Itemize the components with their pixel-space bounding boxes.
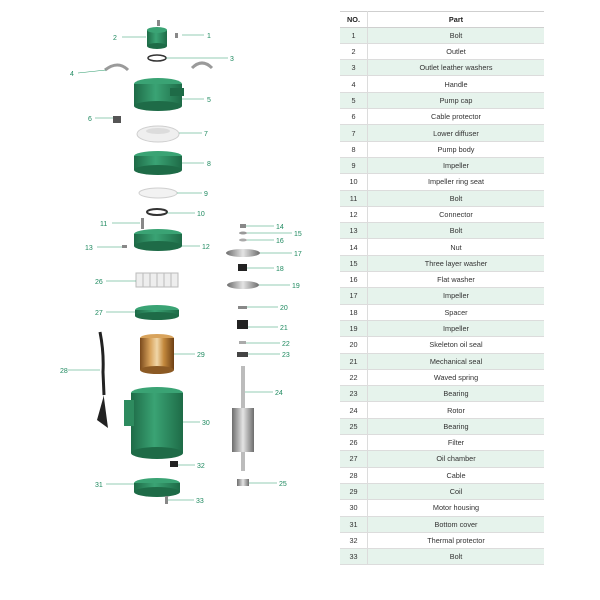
row-no: 17 [340, 288, 368, 304]
callout-30: 30 [202, 420, 210, 427]
row-part: Connector [368, 206, 545, 222]
row-part: Pump body [368, 141, 545, 157]
row-no: 11 [340, 190, 368, 206]
row-part: Waved spring [368, 369, 545, 385]
table-row [340, 60, 544, 76]
row-part: Oil chamber [368, 451, 545, 467]
bolt-part-13 [122, 245, 127, 248]
row-part: Outlet leather washers [368, 60, 545, 76]
callout-10: 10 [197, 211, 205, 218]
header-no: NO. [340, 12, 368, 28]
bearing-part-25 [237, 479, 249, 486]
row-no: 22 [340, 369, 368, 385]
callout-31: 31 [95, 482, 103, 489]
row-no: 25 [340, 418, 368, 434]
row-part: Spacer [368, 304, 545, 320]
coil-part [140, 334, 174, 374]
table-row [340, 239, 544, 255]
table-row [340, 190, 544, 206]
table-row [340, 386, 544, 402]
callout-17: 17 [294, 251, 302, 258]
row-part: Coil [368, 483, 545, 499]
row-no: 23 [340, 386, 368, 402]
callout-21: 21 [280, 325, 288, 332]
table-row [340, 353, 544, 369]
callout-1: 1 [207, 33, 211, 40]
row-no: 13 [340, 223, 368, 239]
handle-part [105, 63, 212, 70]
row-no: 2 [340, 43, 368, 59]
callout-5: 5 [207, 97, 211, 104]
table-row [340, 483, 544, 499]
row-no: 26 [340, 435, 368, 451]
row-part: Motor housing [368, 500, 545, 516]
motor-housing-part [124, 387, 183, 459]
row-part: Bearing [368, 386, 545, 402]
row-no: 27 [340, 451, 368, 467]
row-no: 3 [340, 60, 368, 76]
row-no: 31 [340, 516, 368, 532]
row-no: 29 [340, 483, 368, 499]
bottom-cover-part [134, 478, 180, 497]
row-part: Bolt [368, 223, 545, 239]
row-part: Handle [368, 76, 545, 92]
table-row [340, 157, 544, 173]
parts-table [340, 11, 544, 565]
flat-washer-part [239, 239, 247, 242]
callout-3: 3 [230, 56, 234, 63]
table-row [340, 109, 544, 125]
callout-14: 14 [276, 224, 284, 231]
outlet-washer-part [148, 55, 166, 61]
row-part: Bolt [368, 27, 545, 43]
mechanical-seal-part [237, 320, 248, 329]
table-row [340, 418, 544, 434]
row-no: 6 [340, 109, 368, 125]
bearing-part-23 [237, 352, 248, 357]
row-part: Cable protector [368, 109, 545, 125]
row-no: 33 [340, 549, 368, 565]
table-row [340, 451, 544, 467]
row-no: 7 [340, 125, 368, 141]
row-part: Impeller ring seat [368, 174, 545, 190]
row-part: Filter [368, 435, 545, 451]
oil-chamber-part [135, 305, 179, 320]
table-row [340, 549, 544, 565]
callout-26: 26 [95, 279, 103, 286]
row-no: 28 [340, 467, 368, 483]
table-row [340, 467, 544, 483]
table-row [340, 141, 544, 157]
callout-8: 8 [207, 161, 211, 168]
row-no: 24 [340, 402, 368, 418]
callout-23: 23 [282, 352, 290, 359]
callout-11: 11 [100, 221, 108, 228]
row-part: Pump cap [368, 92, 545, 108]
callout-12: 12 [202, 244, 210, 251]
row-part: Impeller [368, 157, 545, 173]
row-no: 9 [340, 157, 368, 173]
callout-7: 7 [204, 131, 208, 138]
row-no: 32 [340, 532, 368, 548]
row-part: Mechanical seal [368, 353, 545, 369]
row-no: 1 [340, 27, 368, 43]
skeleton-oil-seal-part [238, 306, 247, 309]
row-part: Bolt [368, 190, 545, 206]
table-row [340, 223, 544, 239]
row-no: 4 [340, 76, 368, 92]
row-part: Flat washer [368, 272, 545, 288]
row-part: Bearing [368, 418, 545, 434]
table-row [340, 402, 544, 418]
row-part: Rotor [368, 402, 545, 418]
row-no: 12 [340, 206, 368, 222]
nut-part [240, 224, 246, 228]
row-no: 19 [340, 320, 368, 336]
bolt-part-33 [165, 496, 168, 504]
parts-table-body [340, 27, 544, 565]
callout-22: 22 [282, 341, 290, 348]
outlet-part [147, 27, 167, 49]
callout-9: 9 [204, 191, 208, 198]
row-part: Nut [368, 239, 545, 255]
callout-19: 19 [292, 283, 300, 290]
table-row [340, 272, 544, 288]
callout-29: 29 [197, 352, 205, 359]
lower-diffuser-part [137, 126, 179, 142]
spacer-part [238, 264, 247, 271]
table-row [340, 500, 544, 516]
table-row [340, 255, 544, 271]
impeller-ring-seat-part [147, 209, 167, 215]
filter-part [136, 273, 178, 287]
row-part: Thermal protector [368, 532, 545, 548]
rotor-part [232, 366, 254, 471]
table-row [340, 304, 544, 320]
row-part: Skeleton oil seal [368, 337, 545, 353]
callout-33: 33 [196, 498, 204, 505]
row-part: Outlet [368, 43, 545, 59]
callout-28: 28 [60, 368, 68, 375]
row-part: Impeller [368, 288, 545, 304]
pump-cap-part [134, 78, 184, 111]
callout-25: 25 [279, 481, 287, 488]
table-row [340, 320, 544, 336]
row-no: 10 [340, 174, 368, 190]
header-part: Part [368, 12, 545, 28]
row-part: Three layer washer [368, 255, 545, 271]
row-part: Bottom cover [368, 516, 545, 532]
cable-part [97, 332, 108, 428]
callout-2: 2 [113, 35, 117, 42]
row-no: 8 [340, 141, 368, 157]
table-row [340, 435, 544, 451]
table-row [340, 76, 544, 92]
callout-16: 16 [276, 238, 284, 245]
row-no: 18 [340, 304, 368, 320]
thermal-protector-part [170, 461, 178, 467]
impeller-part-19 [227, 281, 259, 289]
bolt-part-11 [141, 218, 144, 229]
impeller-part-9 [139, 188, 177, 198]
table-row [340, 43, 544, 59]
connector-part [134, 229, 182, 251]
callout-27: 27 [95, 310, 103, 317]
pump-body-part [134, 151, 182, 175]
impeller-part-17 [226, 249, 260, 257]
row-no: 5 [340, 92, 368, 108]
row-part: Impeller [368, 320, 545, 336]
table-row [340, 532, 544, 548]
row-no: 20 [340, 337, 368, 353]
row-no: 16 [340, 272, 368, 288]
table-row [340, 288, 544, 304]
callout-15: 15 [294, 231, 302, 238]
table-row [340, 516, 544, 532]
table-row [340, 337, 544, 353]
callout-13: 13 [85, 245, 93, 252]
callout-18: 18 [276, 266, 284, 273]
cable-protector-part [113, 116, 121, 123]
callout-4: 4 [70, 71, 74, 78]
table-row [340, 369, 544, 385]
waved-spring-part [239, 341, 246, 344]
table-row [340, 125, 544, 141]
parts-table-header [340, 12, 544, 28]
row-no: 21 [340, 353, 368, 369]
row-no: 14 [340, 239, 368, 255]
table-row [340, 174, 544, 190]
three-layer-washer-part [239, 232, 247, 235]
callout-6: 6 [88, 116, 92, 123]
header-row [340, 12, 544, 28]
table-row [340, 206, 544, 222]
callout-20: 20 [280, 305, 288, 312]
row-no: 30 [340, 500, 368, 516]
table-row [340, 27, 544, 43]
table-row [340, 92, 544, 108]
row-part: Bolt [368, 549, 545, 565]
row-part: Lower diffuser [368, 125, 545, 141]
row-part: Cable [368, 467, 545, 483]
callout-32: 32 [197, 463, 205, 470]
row-no: 15 [340, 255, 368, 271]
callout-24: 24 [275, 390, 283, 397]
